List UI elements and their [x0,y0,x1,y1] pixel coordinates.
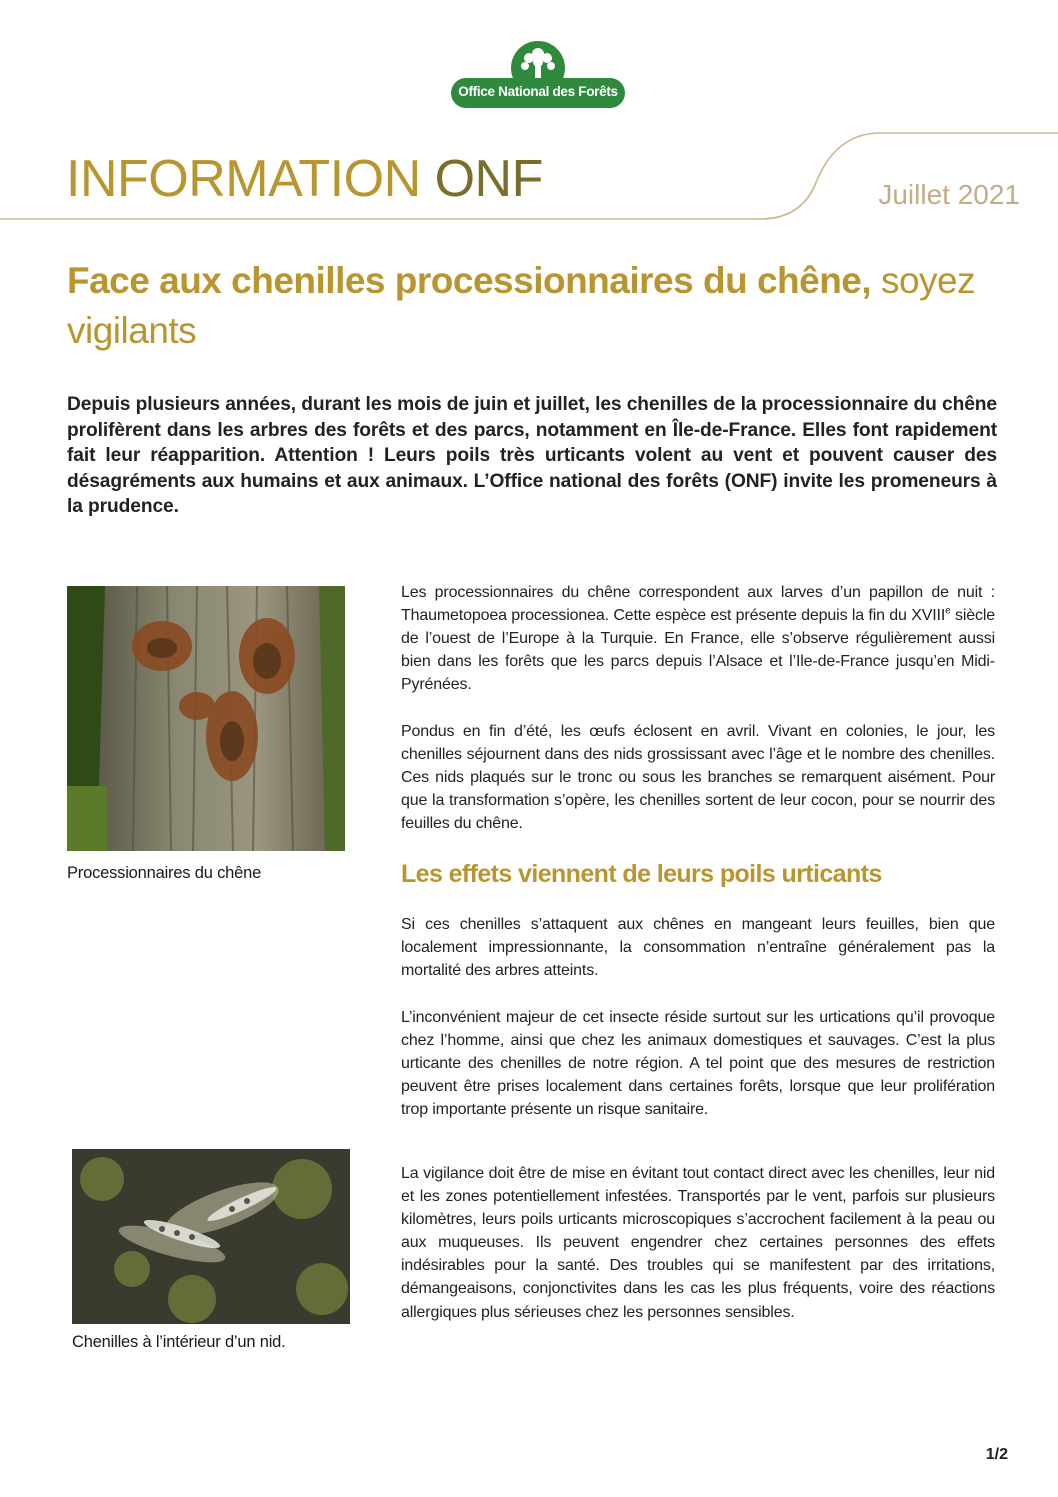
page-title-bold: Face aux chenilles processionnaires du chêne, [67,260,872,301]
body-paragraph-4: L’inconvénient majeur de cet insecte réside surtout sur les urtications qu’il provoque chez l’homme, ainsi que chez les animaux domestiques et sauvages. C’est la plus urticante des chenilles de notre région. A tel point que des mesures de restriction peuvent être prises localement dans certaines forêts, lorsque que leur prolifération trop importante présente un risque sanitaire. [401,1009,995,1119]
body-paragraph-3: Si ces chenilles s’attaquent aux chênes en mangeant leurs feuilles, bien que localement impressionnante, la consommation n’entraîne généralement pas la mortalité des arbres atteints. [401,916,995,980]
lead-paragraph: Depuis plusieurs années, durant les mois de juin et juillet, les chenilles de la processionnaire du chêne prolifèrent dans les arbres des forêts et des parcs, notamment en Île-de-France. Elles font rapidement fait leur réapparition. Attention ! Leurs poils très urticants volent au vent et pouvent causer des désagréments aux humains et aux animaux. L’Office national des forêts (ONF) invite les promeneurs à la prudence. [67,394,997,517]
page-number: 1/2 [985,1446,1008,1463]
page-title [67,256,997,356]
photo-caterpillar-nest [72,1149,350,1324]
body-p1-text-cont: siècle de l’ouest de l’Europe à la Turquie. En France, elle s’observe régulièrement aussi bien dans les forêts que les parcs depuis l’Alsace et l’Ile-de-France jusqu’en Midi-Pyrénées. [401,607,995,694]
figure-caption-2: Chenilles à l’intérieur d’un nid. [72,1333,286,1351]
body-paragraph-1 [401,581,995,696]
header-title-information: INFORMATION [66,150,421,208]
oak-tree-icon [449,40,627,116]
header-title [66,148,543,210]
body-p1-text: Les processionnaires du chêne correspondent aux larves d’un papillon de nuit : Thaumetopoea processionea. Cette espèce est présente depuis la fin du XVIII [401,584,995,625]
onf-logo [449,40,627,116]
body-paragraph-2: Pondus en fin d’été, les œufs éclosent en avril. Vivant en colonies, le jour, les chenilles séjournent dans des nids grossissant avec l’âge et le nombre des chenilles. Ces nids plaqués sur le tronc ou sous les branches se remarquent aisément. Pour que la transformation s’opère, les chenilles sortent de leur cocon, pour se nourrir des feuilles du chêne. [401,723,995,833]
section-title: Les effets viennent de leurs poils urticants [401,860,882,888]
superscript-e: e [945,605,951,617]
photo-oak-trunk [67,586,345,851]
header-title-onf: ONF [434,150,543,208]
header-date: Juillet 2021 [878,179,1020,210]
page-title-light: soyez vigilants [67,260,976,351]
figure-caption-1: Processionnaires du chêne [67,864,262,882]
logo-text: Office National des Forêts [458,84,618,99]
body-paragraph-5: La vigilance doit être de mise en évitant tout contact direct avec les chenilles, leur nid et les zones potentiellement infestées. Transportés par le vent, parfois sur plusieurs kilomètres, leurs poils urticants microscopiques s’accrochent facilement à la peau ou aux muqueuses. Ils peuvent engendrer chez certaines personnes des effets indésirables pour la santé. Des troubles qui se manifestent par des irritations, démangeaisons, conjonctivites dans les cas les plus fréquents, voire des réactions allergiques plus sérieuses chez les personnes sensibles. [401,1165,995,1321]
